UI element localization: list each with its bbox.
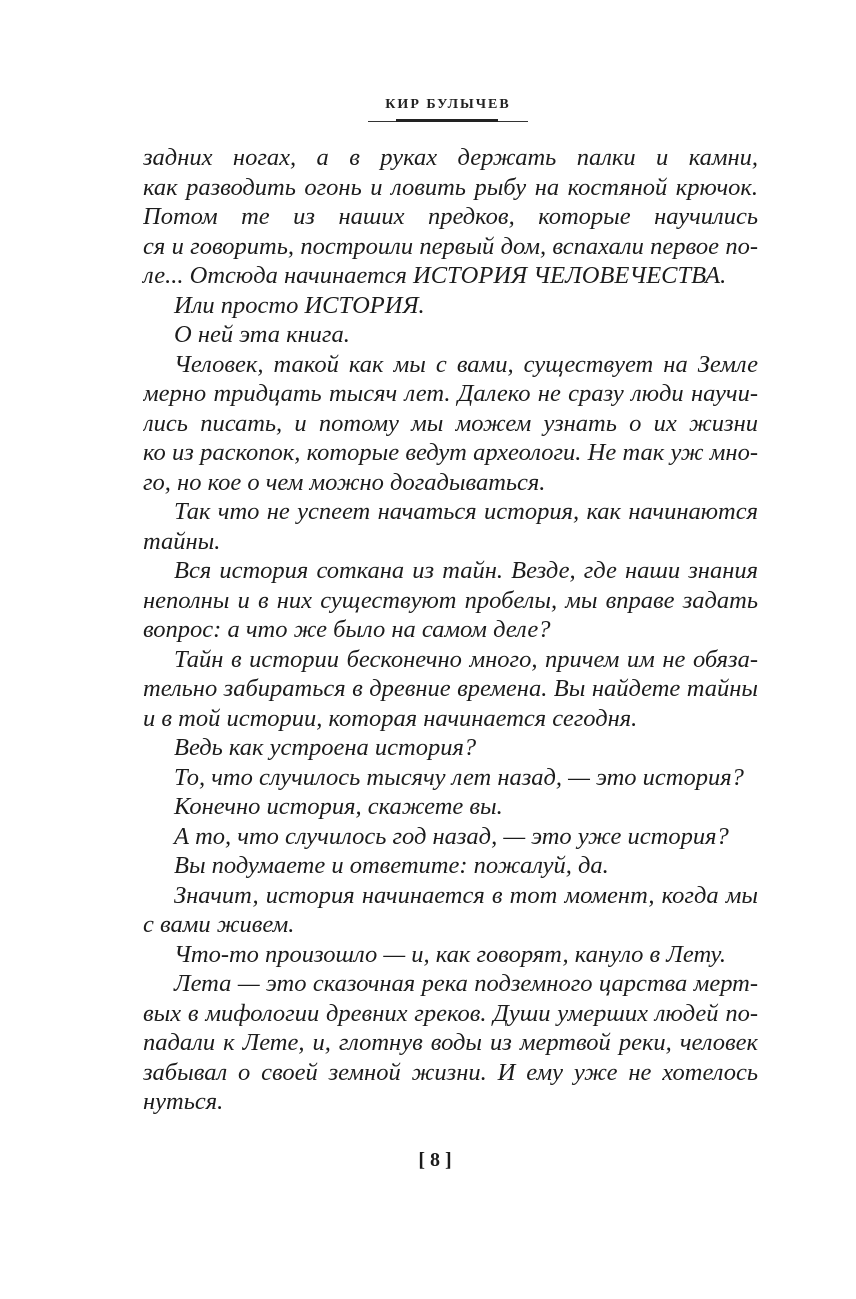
text-line: Вы подумаете и ответите: пожалуй, да. — [174, 852, 609, 879]
text-line: О ней эта книга. — [174, 321, 350, 348]
text-line: тельно забираться в древние времена. Вы найдете тайны — [143, 675, 758, 702]
text-line: ле... Отсюда начинается ИСТОРИЯ ЧЕЛОВЕЧЕСТВА. — [143, 262, 727, 289]
running-title: КИР БУЛЫЧЕВ — [385, 97, 511, 112]
text-line: забывал о своей земной жизни. И ему уже не хотелось — [143, 1058, 758, 1086]
text-line: тайны. — [143, 527, 221, 555]
text-line: нуться. — [143, 1088, 224, 1115]
text-line: вых в мифологии древних греков. Души умерших людей по- — [143, 999, 758, 1027]
text-line: вопрос: а что же было на самом деле? — [143, 616, 551, 643]
text-line: То, что случилось тысячу лет назад, — это история? — [174, 763, 744, 791]
text-line: и в той истории, которая начинается сегодня. — [143, 704, 638, 732]
text-line: как разводить огонь и ловить рыбу на костяной крючок. — [143, 173, 758, 201]
text-line: Лета — это сказочная река подземного царства мерт- — [174, 970, 758, 997]
text-line: Тайн в истории бесконечно много, причем им не обяза- — [174, 645, 758, 673]
text-line: лись писать, и потому мы можем узнать о их жизни — [143, 409, 758, 437]
body-text — [143, 143, 758, 1117]
running-head — [368, 96, 528, 122]
page-number: [ 8 ] — [418, 1149, 452, 1171]
text-line: Значит, история начинается в тот момент, когда мы — [174, 881, 758, 909]
text-line: с вами живем. — [143, 911, 295, 938]
header-rule-accent — [396, 119, 498, 122]
text-line: мерно тридцать тысяч лет. Далеко не сразу люди научи- — [143, 380, 758, 407]
text-line: А то, что случилось год назад, — это уже история? — [174, 822, 729, 850]
text-line: задних ногах, а в руках держать палки и камни, — [143, 144, 758, 171]
text-line: падали к Лете, и, глотнув воды из мертвой реки, человек — [143, 1029, 758, 1056]
text-line: Человек, такой как мы с вами, существует на Земле — [174, 350, 758, 378]
text-line: Ведь как устроена история? — [174, 734, 477, 761]
header-rule — [368, 121, 528, 122]
text-line: Вся история соткана из тайн. Везде, где наши знания — [174, 557, 758, 584]
text-line: Что-то произошло — и, как говорят, кануло в Лету. — [174, 940, 726, 968]
text-line: го, но кое о чем можно догадываться. — [143, 468, 546, 496]
text-line: неполны и в них существуют пробелы, мы вправе задать — [143, 586, 758, 614]
text-line: Так что не успеет начаться история, как начинаются — [174, 498, 758, 525]
text-line: Конечно история, скажете вы. — [174, 793, 503, 820]
text-line: ся и говорить, построили первый дом, вспахали первое по- — [143, 232, 758, 260]
text-line: Потом те из наших предков, которые научились — [143, 203, 758, 230]
text-line: ко из раскопок, которые ведут археологи. Не так уж мно- — [143, 439, 758, 466]
text-line: Или просто ИСТОРИЯ. — [174, 291, 425, 319]
